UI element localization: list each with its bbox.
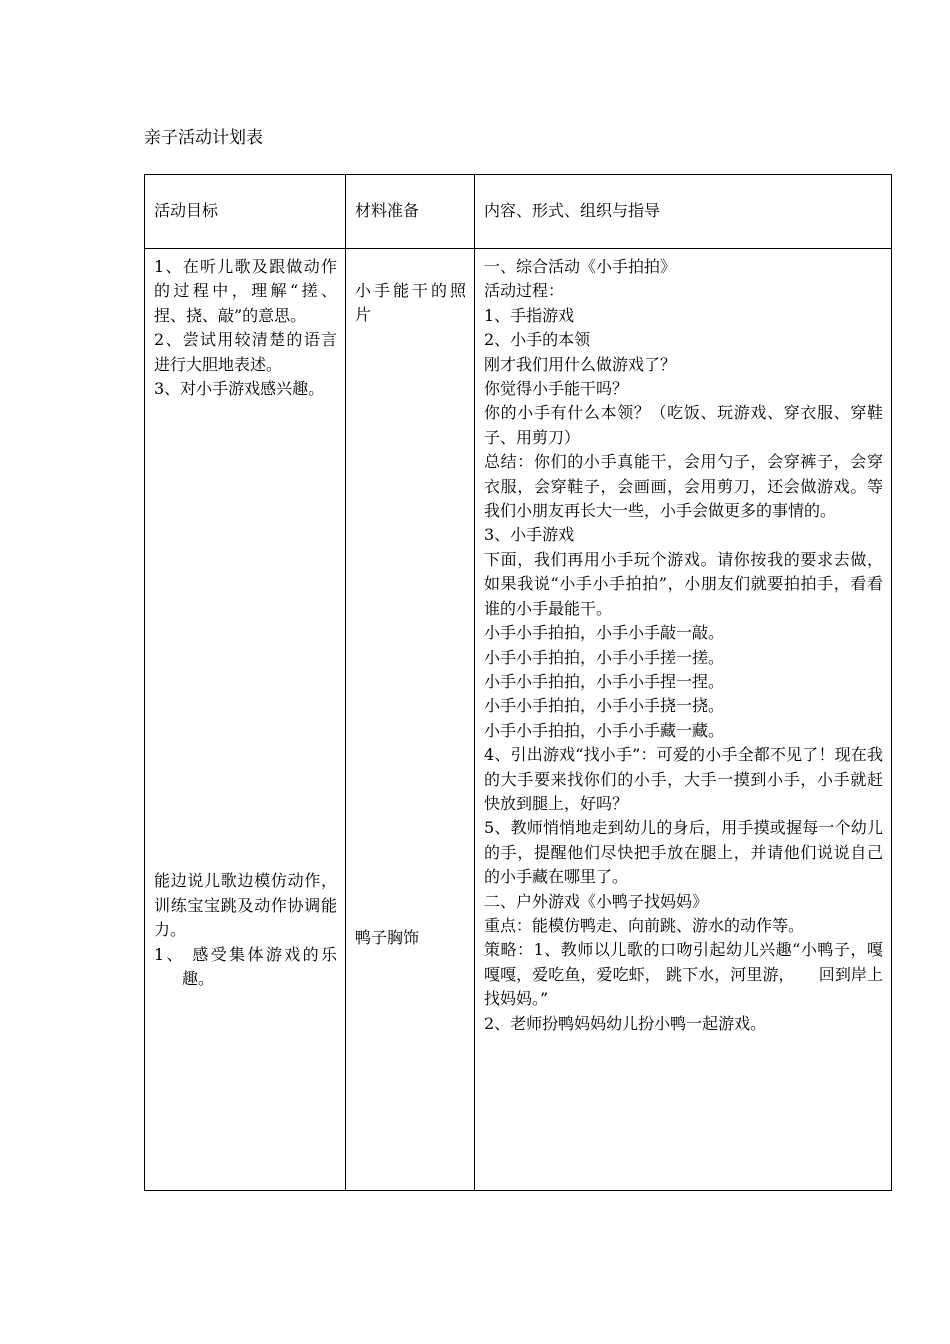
content-line: 2、老师扮鸭妈妈幼儿扮小鸭一起游戏。 bbox=[484, 1013, 767, 1033]
table-header-row bbox=[145, 175, 892, 249]
content-line: 2、小手的本领 bbox=[484, 330, 591, 350]
header-content: 内容、形式、组织与指导 bbox=[475, 175, 892, 249]
content-line: 策略：1、教师以儿歌的口吻引起幼儿兴趣“小鸭子，嘎嘎嘎，爱吃鱼，爱吃虾， 跳下水，河里游， 回到岸上找妈妈。” bbox=[484, 940, 883, 1009]
content-line: 你觉得小手能干吗？ bbox=[484, 379, 629, 399]
content-line: 活动过程： bbox=[484, 281, 565, 301]
content-line: 小手小手拍拍，小手小手捏一捏。 bbox=[484, 671, 725, 691]
spacer bbox=[355, 328, 466, 926]
content-line: 重点：能模仿鸭走、向前跳、游水的动作等。 bbox=[484, 915, 805, 935]
activity-plan-table bbox=[144, 174, 892, 1191]
content-line: 你的小手有什么本领？（吃饭、玩游戏、穿衣服、穿鞋子、用剪刀） bbox=[484, 403, 883, 447]
header-materials: 材料准备 bbox=[346, 175, 475, 249]
content-line: 5、教师悄悄地走到幼儿的身后，用手摸或握每一个幼儿的手，提醒他们尽快把手放在腿上，并请他们说说自己的小手藏在哪里了。 bbox=[484, 818, 883, 887]
materials-cell bbox=[346, 249, 475, 1191]
goal-item: 能边说儿歌边模仿动作，训练宝宝跳及动作协调能力。 bbox=[154, 871, 337, 940]
content-line: 下面，我们再用小手玩个游戏。请你按我的要求去做，如果我说“小手小手拍拍”，小朋友们就要拍拍手，看看谁的小手最能干。 bbox=[484, 549, 883, 618]
table-row bbox=[145, 249, 892, 1191]
goal-item: 1、 感受集体游戏的乐趣。 bbox=[154, 944, 337, 989]
goals-cell bbox=[145, 249, 346, 1191]
page-title: 亲子活动计划表 bbox=[144, 128, 263, 148]
content-line: 二、户外游戏《小鸭子找妈妈》 bbox=[484, 891, 709, 911]
content-line: 3、小手游戏 bbox=[484, 525, 575, 545]
content-line: 刚才我们用什么做游戏了？ bbox=[484, 354, 677, 374]
material-item: 小手能干的照片 bbox=[355, 281, 466, 325]
content-line: 一、综合活动《小手拍拍》 bbox=[484, 257, 677, 276]
header-goals: 活动目标 bbox=[145, 175, 346, 249]
content-line: 1、手指游戏 bbox=[484, 305, 575, 325]
content-line: 小手小手拍拍，小手小手藏一藏。 bbox=[484, 720, 725, 740]
content-line: 小手小手拍拍，小手小手搓一搓。 bbox=[484, 647, 725, 667]
content-line: 小手小手拍拍，小手小手敲一敲。 bbox=[484, 623, 725, 643]
goal-item: 2、尝试用较清楚的语言进行大胆地表述。 bbox=[154, 330, 337, 374]
content-line: 总结：你们的小手真能干，会用勺子，会穿裤子，会穿衣服，会穿鞋子，会画画，会用剪刀，还会做游戏。等我们小朋友再长大一些，小手会做更多的事情的。 bbox=[484, 452, 883, 521]
content-cell bbox=[475, 249, 892, 1191]
goal-item: 1、在听儿歌及跟做动作的过程中，理解“搓、捏、挠、敲”的意思。 bbox=[154, 257, 337, 325]
spacer bbox=[154, 401, 337, 869]
content-line: 小手小手拍拍，小手小手挠一挠。 bbox=[484, 696, 725, 716]
goal-item: 3、对小手游戏感兴趣。 bbox=[154, 379, 325, 399]
material-item: 鸭子胸饰 bbox=[355, 927, 420, 947]
content-line: 4、引出游戏“找小手”：可爱的小手全都不见了！现在我的大手要来找你们的小手，大手一摸到小手，小手就赶快放到腿上，好吗？ bbox=[484, 745, 883, 813]
